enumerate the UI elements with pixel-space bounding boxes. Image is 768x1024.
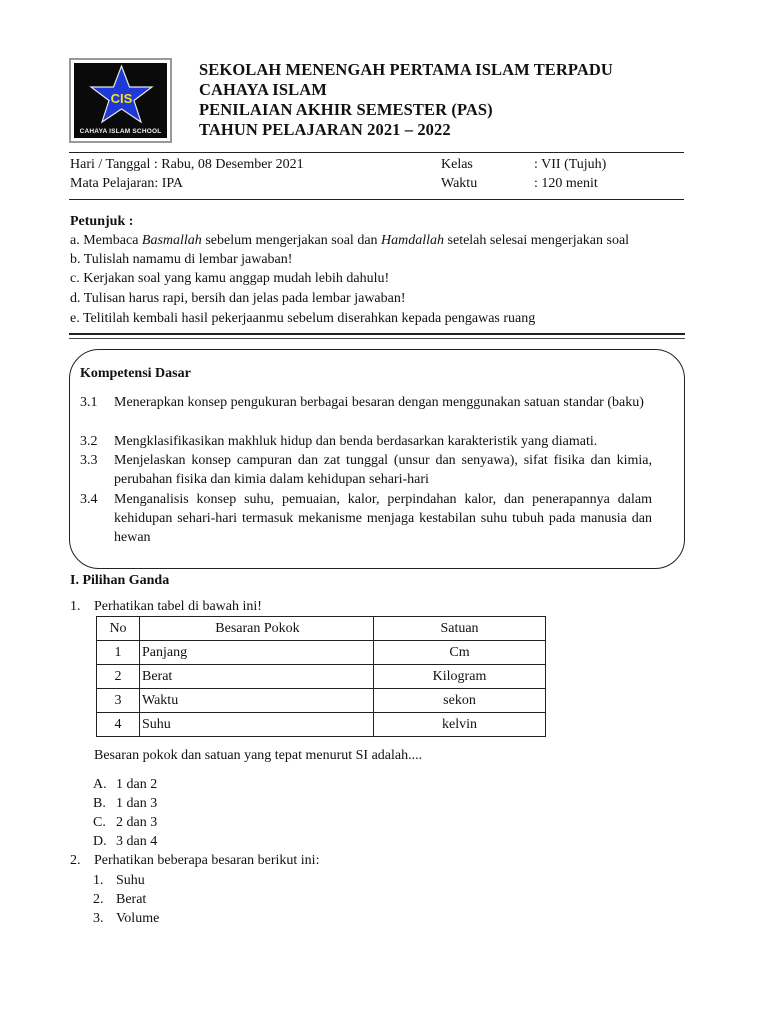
option-text: 1 dan 3 [116,796,158,811]
instruction-e: e. Telitilah kembali hasil pekerjaanmu sebelum diserahkan kepada pengawas ruang [70,311,536,326]
day-date: Hari / Tanggal : Rabu, 08 Desember 2021 [70,157,304,172]
instruction-c: c. Kerjakan soal yang kamu anggap mudah lebih dahulu! [70,271,390,286]
competency-number: 3.3 [80,453,98,468]
table-cell: Kilogram [374,665,546,689]
competency-number: 3.4 [80,492,98,507]
list-item-number: 2. [93,892,104,907]
table-header: Besaran Pokok [140,617,374,641]
option-text: 3 dan 4 [116,834,158,849]
header-title-line2: CAHAYA ISLAM [199,80,327,99]
table-cell: Suhu [140,713,374,737]
option-letter: A. [93,777,107,792]
info-divider [69,199,684,200]
option-letter: D. [93,834,107,849]
table-header: No [97,617,140,641]
table-row [97,665,546,689]
table-cell: sekon [374,689,546,713]
table-header: Satuan [374,617,546,641]
question-text: Besaran pokok dan satuan yang tepat menurut SI adalah.... [94,748,423,763]
competency-text: Menjelaskan konsep campuran dan zat tunggal (unsur dan senyawa), sifat fisika dan kimia, perubahan fisika dan kimia dalam kehidupan sehari-hari [114,453,652,487]
subject: Mata Pelajaran: IPA [70,176,184,191]
time-value: : 120 menit [534,176,598,191]
section-title: I. Pilihan Ganda [70,573,170,588]
table-cell: Panjang [140,641,374,665]
competency-heading: Kompetensi Dasar [80,366,191,381]
table-cell: 2 [97,665,140,689]
table-cell: Cm [374,641,546,665]
option-letter: B. [93,796,106,811]
competency-text: Mengklasifikasikan makhluk hidup dan benda berdasarkan karakteristik yang diamati. [114,434,598,449]
table-cell: kelvin [374,713,546,737]
logo-background [74,63,167,138]
competency-number: 3.1 [80,395,98,410]
table-cell: Waktu [140,689,374,713]
header-divider [69,152,684,153]
table-row [97,641,546,665]
instruction-b: b. Tulislah namamu di lembar jawaban! [70,252,293,267]
question-prompt: Perhatikan beberapa besaran berikut ini: [94,853,320,868]
instructions-divider-thick [69,333,685,335]
header-title-line1: SEKOLAH MENENGAH PERTAMA ISLAM TERPADU [199,60,613,79]
star-icon [74,63,169,129]
instructions-divider-thin [69,338,685,339]
class-label: Kelas [441,157,473,172]
option-text: 2 dan 3 [116,815,158,830]
question-number: 1. [70,599,81,614]
competency-text: Menerapkan konsep pengukuran berbagai besaran dengan menggunakan satuan standar (baku) [114,395,644,410]
logo-initials: CIS [110,91,133,106]
instruction-a: a. Membaca Basmallah sebelum mengerjakan soal dan Hamdallah setelah selesai mengerjakan soal [70,233,630,248]
option-letter: C. [93,815,106,830]
competency-number: 3.2 [80,434,98,449]
table-row [97,713,546,737]
instructions-heading: Petunjuk : [70,214,134,229]
class-value: : VII (Tujuh) [534,157,607,172]
question-number: 2. [70,853,81,868]
table-cell: 1 [97,641,140,665]
option-text: 1 dan 2 [116,777,158,792]
time-label: Waktu [441,176,478,191]
list-item: Suhu [116,873,145,888]
header-title-line4: TAHUN PELAJARAN 2021 – 2022 [199,120,451,139]
quantities-table [96,616,546,737]
school-logo [69,58,172,143]
instruction-d: d. Tulisan harus rapi, bersih dan jelas pada lembar jawaban! [70,291,406,306]
logo-school-name: CAHAYA ISLAM SCHOOL [79,128,162,135]
header-title-line3: PENILAIAN AKHIR SEMESTER (PAS) [199,100,493,119]
list-item-number: 1. [93,873,104,888]
list-item: Berat [116,892,147,907]
question-prompt: Perhatikan tabel di bawah ini! [94,599,262,614]
competency-text: Menganalisis konsep suhu, pemuaian, kalor, perpindahan kalor, dan penerapannya dalam kehidupan sehari-hari termasuk mekanisme menjaga kestabilan suhu tubuh pada manusia dan hewan [114,492,652,545]
table-header-row [97,617,546,641]
list-item: Volume [116,911,160,926]
table-row [97,689,546,713]
table-cell: 4 [97,713,140,737]
list-item-number: 3. [93,911,104,926]
table-cell: Berat [140,665,374,689]
table-cell: 3 [97,689,140,713]
